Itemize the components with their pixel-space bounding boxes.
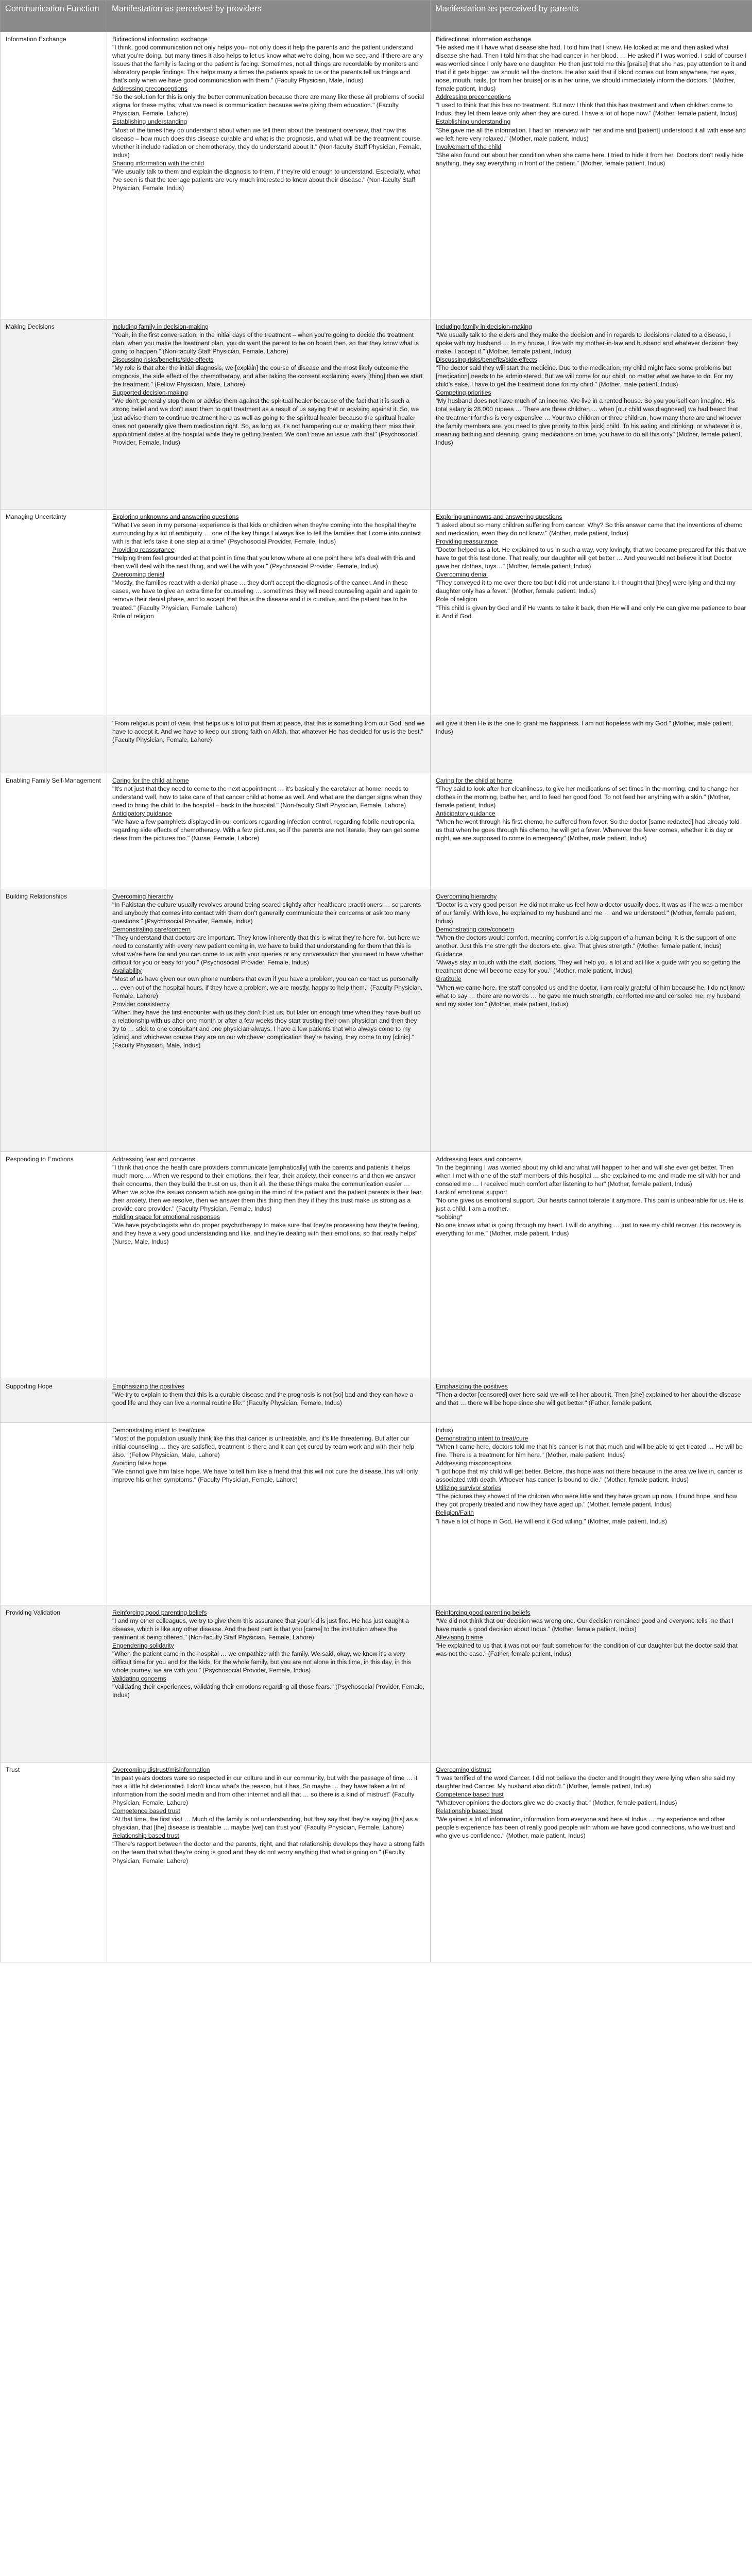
theme-subheading: Discussing risks/benefits/side effects [112,356,214,364]
quote-text: "She also found out about her condition when she came here. I tried to hide it from her. Doctors don't really hide anything, they say everything in front of the patient." (Mother, female patient, Indus) [436,151,743,167]
function-cell: Trust [1,1762,107,1962]
quote-text: "There's rapport between the doctor and the parents, right, and that relationship develops they have a strong faith on the team that what they're doing is good and they do not worry anything that what is going on." (Faculty Physician, Female, Lahore) [112,1840,425,1865]
theme-subheading: Overcoming distrust [436,1766,491,1773]
quote-text: "We did not think that our decision was wrong one. Our decision remained good and everyone tells me that I have made a good decision about Indus." (Mother, female patient, Indus) [436,1617,734,1633]
quote-text: "I was terrified of the word Cancer. I did not believe the doctor and thought they were lying when she said my daughter had Cancer. My husband also didn't." (Mother, female patient, Indus) [436,1774,736,1790]
function-cell: Enabling Family Self-Management [1,773,107,889]
providers-cell [107,716,431,773]
function-cell: Information Exchange [1,32,107,319]
theme-subheading: Addressing misconceptions [436,1460,512,1467]
quote-text: "They understand that doctors are important. They know inherently that this is what they're here for, but here we need to constantly with every new patient coming in, we have to build that understanding for them that this is what we're here for and you can come to us with your queries or any conversation that you need to have whether difficult for you or easy for you." (Psychosocial Provider, Female, Indus) [112,934,423,967]
quote-text: "The pictures they showed of the children who were little and they have grown up now, I found hope, and how they got properly treated and now they have aged up." (Mother, female patient, Indus) [436,1493,738,1509]
theme-subheading: Exploring unknowns and answering questions [112,513,239,520]
quote-text: "In past years doctors were so respected in our culture and in our community, but with the passage of time … it has a little bit deteriorated. I don't know what's the reason, but it has. So maybe … they have taken a lot of information from the social media and from other internet and all that … so there is a kind of mistrust" (Faculty Physician, Female, Lahore) [112,1774,418,1807]
quote-text: "When he went through his first chemo, he suffered from fever. So the doctor [same redacted] had already told us that when he goes through his chemo, he will get a fever. Whenever the fever comes, whether it is day or night, we are supposed to come to emergency" (Mother, male patient, Indus) [436,818,740,842]
theme-subheading: Bidirectional information exchange [436,36,531,43]
quote-text: "I think, good communication not only helps you– not only does it help the parents and the patient understand what you're doing, but many times it also helps to let us know what we're doing, how we see, and if there are any issues that the family is facing or the patient is facing. Sometimes, not all things are recordable by monitors and laboratory people findings. This helps many a times the patients speak to us or the parents tell us things and that's only when we have good communication with them." (Faculty Physician, Male, Indus) [112,44,423,84]
theme-subheading: Utilizing survivor stories [436,1484,502,1492]
table-row [1,1379,752,1423]
quote-text: "I used to think that this has no treatment. But now I think that this has treatment and when children come to Indus, they let them leave only when they are cured. I have a lot of hope now." (Mother, female patient, Indus) [436,101,738,117]
quote-text: "We try to explain to them that this is a curable disease and the prognosis is not [so] bad and they can have a good life and they can live a normal routine life." (Faculty Physician, Female, Indus) [112,1391,414,1407]
header-row [1,1,752,32]
providers-cell [107,1605,431,1762]
quote-text: "I have a lot of hope in God, He will end it God willing." (Mother, male patient, Indus) [436,1517,667,1525]
theme-subheading: Engendering solidarity [112,1642,174,1650]
quote-text: "When I came here, doctors told me that his cancer is not that much and will be able to get treated … He will be fine. There is a treatment for him here." (Mother, male patient, Indus) [436,1443,743,1459]
quote-text: "Mostly, the families react with a denial phase … they don't accept the diagnosis of the cancer. And in these cases, we have to give an extra time for counseling … sometimes they will need counseling again and again to remove their denial phase, and to accept that this is the disease and it is curative, and the patient has to be treated." (Faculty Physician, Female, Lahore) [112,579,418,612]
quote-text: "I think that once the health care providers communicate [emphatically] with the parents and patients it helps much more … When we respond to their emotions, their fear, their anxiety, their concerns and then we answer their concerns, then they build the trust on us, then it all, the these things make the communication easier … When we solve the issues concern which are going in the mind of the patient and the patient parents is their fear, their anxiety, then we resolve, then we answer them this thing then they if they this trust make us strong as a provide care provider." (Faculty Physician, Female, Indus) [112,1164,423,1213]
providers-cell [107,319,431,510]
theme-subheading: Caring for the child at home [436,777,512,784]
quote-text: "We cannot give him false hope. We have to tell him like a friend that this will not cure the disease, this will only improve his or her symptoms." (Faculty Physician, Female, Lahore) [112,1468,418,1484]
function-cell [1,716,107,773]
quote-text: "I asked about so many children suffering from cancer. Why? So this answer came that the inventions of chemo and medication, even they do not know." (Mother, male patient, Indus) [436,521,743,537]
theme-subheading: Overcoming hierarchy [436,893,497,900]
providers-cell [107,32,431,319]
theme-subheading: Alleviating blame [436,1634,483,1641]
quote-text: "We have psychologists who do proper psychotherapy to make sure that they're processing how they're feeling, and they have a very good understanding and like, and they're dealing with their emotions, so that really helps" (Nurse, Male, Indus) [112,1222,419,1246]
theme-subheading: Supported decision-making [112,389,188,397]
parents-cell [431,716,752,773]
function-cell: Providing Validation [1,1605,107,1762]
table-row [1,1762,752,1962]
function-cell [1,1423,107,1605]
theme-subheading: Demonstrating care/concern [436,926,514,934]
quote-text: "My role is that after the initial diagnosis, we [explain] the course of disease and the most likely outcome the prognosis, the side effect of the chemotherapy, and after taking the consent explaining every [thing] then we start the treatment." (Fellow Physician, Male, Lahore) [112,364,423,388]
theme-subheading: Relationship based trust [436,1807,503,1815]
function-cell: Managing Uncertainty [1,510,107,716]
quote-text: "At that time, the first visit … Much of the family is not understanding, but they say that they're saying [this] as a physician, that [the] disease is treatable … maybe [we] can trust you" (Faculty Physician, Female, Lahore) [112,1816,418,1832]
quote-text: "He explained to us that it was not our fault somehow for the condition of our daughter but the doctor said that was not the case." (Father, female patient, Indus) [436,1642,738,1658]
theme-subheading: Provider consistency [112,1000,170,1008]
function-cell: Responding to Emotions [1,1152,107,1379]
theme-subheading: Establishing understanding [436,118,511,126]
quote-text: "They conveyed it to me over there too but I did not understand it. I thought that [they] were lying and that my daughter only has a fever." (Mother, female patient, Indus) [436,579,736,595]
header-parents: Manifestation as perceived by parents [431,1,752,32]
quote-text: No one knows what is going through my heart. I will do anything … just to see my child recover. His recovery is everything for me." (Mother, male patient, Indus) [436,1222,741,1238]
providers-cell [107,1423,431,1605]
header-function: Communication Function [1,1,107,32]
table-row [1,773,752,889]
parents-cell [431,1423,752,1605]
quote-text: "Yeah, in the first conversation, in the initial days of the treatment – when you're going to decide the treatment plan, when you make the treatment plan, you do want the parent to be on board then, so that they know what is going to happen." (Non-faculty Staff Physician, Female, Lahore) [112,331,419,355]
quote-text: "They said to look after her cleanliness, to give her medications of set times in the morning, and to change her clothes in the morning, bathe her, and to feed her good food. To not feed her anything with a skin." (Mother, female patient, Indus) [436,785,739,809]
table-row [1,319,752,510]
theme-subheading: Avoiding false hope [112,1460,167,1467]
theme-subheading: Reinforcing good parenting beliefs [112,1609,207,1616]
table-row [1,1152,752,1379]
theme-subheading: Emphasizing the positives [112,1383,184,1390]
theme-subheading: Establishing understanding [112,118,187,126]
quote-text: "Helping them feel grounded at that point in time that you know where at one point here let's deal with this and then we'll deal with the next thing, and we'll be with you." (Psychosocial Provider, Female, Indus) [112,554,416,570]
quote-text: "We have a few pamphlets displayed in our corridors regarding infection control, regarding febrile neutropenia, regarding side effects of chemotherapy. With a few pictures, so if the parents are not literate, they can get some ideas from the pictures too." (Nurse, Female, Lahore) [112,818,419,842]
quote-text: "Doctor is a very good person He did not make us feel how a doctor usually does. It was as if he was a member of our family. With love, he explained to my husband and me … and we understood." (Mother, female patient, Indus) [436,901,743,925]
quote-text: "No one gives us emotional support. Our hearts cannot tolerate it anymore. This pain is unbearable for us. He is just a child. I am a mother. [436,1197,743,1213]
providers-cell [107,889,431,1152]
theme-subheading: Demonstrating intent to treat/cure [112,1427,205,1434]
quote-text: will give it then He is the one to grant me happiness. I am not hopeless with my God." (Mother, male patient, Indus) [436,720,733,736]
theme-subheading: Guidance [436,951,463,958]
providers-cell [107,773,431,889]
theme-subheading: Emphasizing the positives [436,1383,508,1390]
quote-text: "When the patient came in the hospital … we empathize with the family. We said, okay, we know it's a very difficult time for you and for the kids, for the whole family, but you are not alone in this time, in this day, in this whole journey, we are with you." (Psychosocial Provider, Female, Indus) [112,1650,412,1674]
theme-subheading: Overcoming distrust/misinformation [112,1766,210,1773]
function-cell: Building Relationships [1,889,107,1152]
theme-subheading: Lack of emotional support [436,1189,507,1196]
theme-subheading: Addressing preconceptions [112,85,187,93]
theme-subheading: Bidirectional information exchange [112,36,208,43]
parents-cell [431,773,752,889]
table-row [1,716,752,773]
parents-cell [431,889,752,1152]
quote-text: "In the beginning I was worried about my child and what will happen to her and will she ever get better. Then when I met with one of the staff members of this hospital … she explained to me and made me sit with her and consoled me … I received much comfort after listening to her" (Mother, female patient, Indus) [436,1164,740,1188]
quote-text: "This child is given by God and if He wants to take it back, then He will and only He can give me patience to bear it. And if God [436,604,746,620]
quote-text: "We gained a lot of information, information from everyone and here at Indus … my experience and other people's experience has been of really good people with whom we have good connections, who we trust and who give us confidence." (Mother, male patient, Indus) [436,1816,736,1840]
quote-text: "Then a doctor [censored] over here said we will tell her about it. Then [she] explained to her about the disease and that … there will be hope since she will get better." (Father, female patient, [436,1391,741,1407]
quote-text: "My husband does not have much of an income. We live in a rented house. So you yourself can imagine. His total salary is 28,000 rupees … There are three children … when [our child was diagnosed] we had heard that the treatment for this is very expensive … Your two children or three children, how many there are and whoever the family members are, you need to give priority to this [sick] child. To his eating and drinking, or whatever it is, meaning bathing and cleaning, giving medications on time, you have to do all this only" (Mother, female patient, Indus) [436,397,742,446]
function-cell: Supporting Hope [1,1379,107,1423]
table-body [1,32,752,1962]
theme-subheading: Competing priorities [436,389,491,397]
providers-cell [107,1762,431,1962]
parents-cell [431,32,752,319]
theme-subheading: Overcoming denial [112,571,164,579]
function-cell: Making Decisions [1,319,107,510]
theme-subheading: Addressing fears and concerns [436,1156,522,1163]
theme-subheading: Involvement of the child [436,143,502,150]
quote-text: "It's not just that they need to come to the next appointment … it's basically the caretaker at home, needs to understand well, how to take care of that cancer child at home as well. And what are the danger signs when they need to bring the child to the hospital – back to the hospital." (Non-faculty Staff Physician, Female, Lahore) [112,785,422,809]
quote-text: "So the solution for this is only the better communication because there are many like these all problems of social stigma for these myths, what we need is communication because we're giving them education." (Faculty Physician, Female, Lahore) [112,93,424,117]
theme-subheading: Addressing fear and concerns [112,1156,195,1163]
quote-text: "Most of us have given our own phone numbers that even if you have a problem, you can contact us personally … even out of the hospital hours, if they have a problem, we are mostly, happy to help them." (Faculty Physician, Female, Lahore) [112,975,423,999]
theme-subheading: Overcoming denial [436,571,488,579]
theme-subheading: Reinforcing good parenting beliefs [436,1609,531,1616]
theme-subheading: Sharing information with the child [112,159,204,167]
parents-cell [431,319,752,510]
quote-text: "From religious point of view, that helps us a lot to put them at peace, that this is something from our God, and we have to accept it. And we have to keep our strong faith on Allah, that whatever He has decided for us is the best." (Faculty Physician, Female, Lahore) [112,720,425,744]
quote-text: Indus) [436,1427,453,1434]
providers-cell [107,1379,431,1423]
providers-cell [107,1152,431,1379]
theme-subheading: Competence based trust [436,1791,504,1799]
table-row [1,510,752,716]
table-row [1,32,752,319]
quote-text: "When they have the first encounter with us they don't trust us, but later on enough time when they have built up a relationship with us after one month or after a few weeks they start trusting their own physician and then they try to … stick to one consultant and one physician always. I have a few patients that who always come to my [clinic] and whichever course they are on our whichever complication they're having, they come to my [clinic]." (Faculty Physician, Male, Indus) [112,1008,421,1049]
parents-cell [431,1379,752,1423]
theme-subheading: Providing reassurance [112,546,175,554]
quote-text: "Most of the times they do understand about when we tell them about the treatment overview, that how this disease – how much does this disease curable and what is the prognosis, and what will be the treatment course, whether it include radiation or chemotherapy, they do understand about it." (Non-faculty Staff Physician, Female, Indus) [112,126,422,159]
quote-text: "In Pakistan the culture usually revolves around being scared slightly after healthcare practitioners … so parents and anybody that comes into contact with them don't generally communicate their concerns or ask too many questions." (Psychosocial Provider, Female, Indus) [112,901,421,925]
quote-text: "Doctor helped us a lot. He explained to us in such a way, very lovingly, that we became prepared for this that we have to get this test done. That really, our daughter will get better … And you would not believe it but Doctor gave her clothes, toys…" (Mother, female patient, Indus) [436,546,746,570]
table-row [1,889,752,1152]
theme-subheading: Demonstrating care/concern [112,926,191,934]
parents-cell [431,510,752,716]
quote-text: "I got hope that my child will get better. Before, this hope was not there because in the area we live in, cancer is associated with death. Whoever has cancer is bound to die." (Mother, female patient, Indus) [436,1468,743,1484]
quote-text: "He asked me if I have what disease she had. I told him that I knew. He looked at me and then asked what disease she had. Then I told him that she had cancer in her blood. … He asked if I was worried. I said of course I was worried since I only have one daughter. He then just told me this [praise] that she has, pay attention to it and that if it gets bigger, we should tell the doctors. He also said that if blood comes out from anywhere, her eyes, nose, mouth, nails, [or from her bruise] or is in her urine, we should immediately inform the doctors." (Mother, female patient, Indus) [436,44,747,93]
parents-cell [431,1152,752,1379]
quote-text: "Validating their experiences, validating their emotions regarding all those fears." (Psychosocial Provider, Female, Indus) [112,1683,424,1699]
parents-cell [431,1605,752,1762]
quote-text: "When the doctors would comfort, meaning comfort is a big support of a human being. It is the support of one another. Just this the strength the doctors etc. give. That gives strength." (Mother, female patient, Indus) [436,934,737,950]
table-row [1,1605,752,1762]
theme-subheading: Relationship based trust [112,1832,179,1840]
table-row [1,1423,752,1605]
quote-text: "The doctor said they will start the medicine. Due to the medication, my child might face some problems but [medication] needs to be administered. But we will come for our child, no matter what we have to do. For my child's sake, I have to get the treatment done for my child." (Mother, male patient, Indus) [436,364,733,388]
quote-text: "When we came here, the staff consoled us and the doctor, I am really grateful of him because he, I do not know what to say … there are no words … he gave me much strength, comforted me and consoled me, my husband and my sister too." (Mother, male patient, Indus) [436,984,745,1008]
quote-text: "She gave me all the information. I had an interview with her and me and [patient] understood it all with ease and we left here very relaxed." (Mother, male patient, Indus) [436,126,746,142]
theme-subheading: Providing reassurance [436,538,498,546]
theme-subheading: Holding space for emotional responses [112,1213,220,1221]
theme-subheading: Demonstrating intent to treat/cure [436,1435,528,1443]
theme-subheading: Anticipatory guidance [436,810,495,818]
quote-text: "We don't generally stop them or advise them against the spiritual healer because of the fact that it is such a strong belief and we don't want them to quit treatment as a result of us saying that or advising against it. So, we just advise them to continue treatment here as well as going to the spiritual healer because the spiritual healer does not generally give them medication right. So, as long as it's not hampering our or making them miss their appointment dates at the hospital while they're getting treated. We don't have an issue with that" (Psychosocial Provider, Female, Indus) [112,397,419,446]
theme-subheading: Exploring unknowns and answering questions [436,513,562,520]
quote-text: "Most of the population usually think like this that cancer is untreatable, and it's life threatening. But after our initial counseling … they are satisfied, treatment is there and it can get cured by team work and with their help also." (Fellow Physician, Male, Lahore) [112,1435,415,1459]
theme-subheading: Addressing preconceptions [436,93,511,101]
theme-subheading: Including family in decision-making [436,323,532,330]
quote-text: "What I've seen in my personal experience is that kids or children when they're coming into the hospital they're surrounding by a lot of ambiguity … one of the key things I always like to tell the families that I come into contact with is that let's take it one step at a time" (Psychosocial Provider, Female, Indus) [112,521,421,546]
theme-subheading: Anticipatory guidance [112,810,172,818]
theme-subheading: Availability [112,967,142,975]
theme-subheading: Discussing risks/benefits/side effects [436,356,537,364]
header-providers: Manifestation as perceived by providers [107,1,431,32]
theme-subheading: Competence based trust [112,1807,180,1815]
quote-text: "We usually talk to the elders and they make the decision and in regards to decisions related to a disease, I spoke with my husband … In my house, I live with my mother-in-law and husband and whatever decision they make, I accept it." (Mother, female patient, Indus) [436,331,738,355]
quote-text: "We usually talk to them and explain the diagnosis to them, if they're old enough to understand. Especially, what I've seen is that the teenage patients are very much interested to know about their disease." (Non-faculty Staff Physician, Female, Indus) [112,167,420,192]
theme-subheading: Including family in decision-making [112,323,209,330]
parents-cell [431,1762,752,1962]
theme-subheading: Overcoming hierarchy [112,893,174,900]
quote-text: "Whatever opinions the doctors give we do exactly that." (Mother, female patient, Indus) [436,1799,677,1807]
theme-subheading: Caring for the child at home [112,777,189,784]
theme-subheading: Role of religion [112,612,154,620]
theme-subheading: Religion/Faith [436,1509,474,1517]
quote-text: *sobbing* [436,1213,463,1221]
providers-cell [107,510,431,716]
theme-subheading: Gratitude [436,975,462,983]
quote-text: "I and my other colleagues, we try to give them this assurance that your kid is just fine. He has just caught a disease, which is like any other disease. And the best part is that you [came] to the institution where the treatment is being offered." (Non-faculty Staff Physician, Female, Lahore) [112,1617,409,1641]
theme-subheading: Role of religion [436,596,477,603]
quote-text: "Always stay in touch with the staff, doctors. They will help you a lot and act like a guide with you so getting the treatment done will become easy for you." (Mother, male patient, Indus) [436,959,741,975]
theme-subheading: Validating concerns [112,1675,166,1683]
